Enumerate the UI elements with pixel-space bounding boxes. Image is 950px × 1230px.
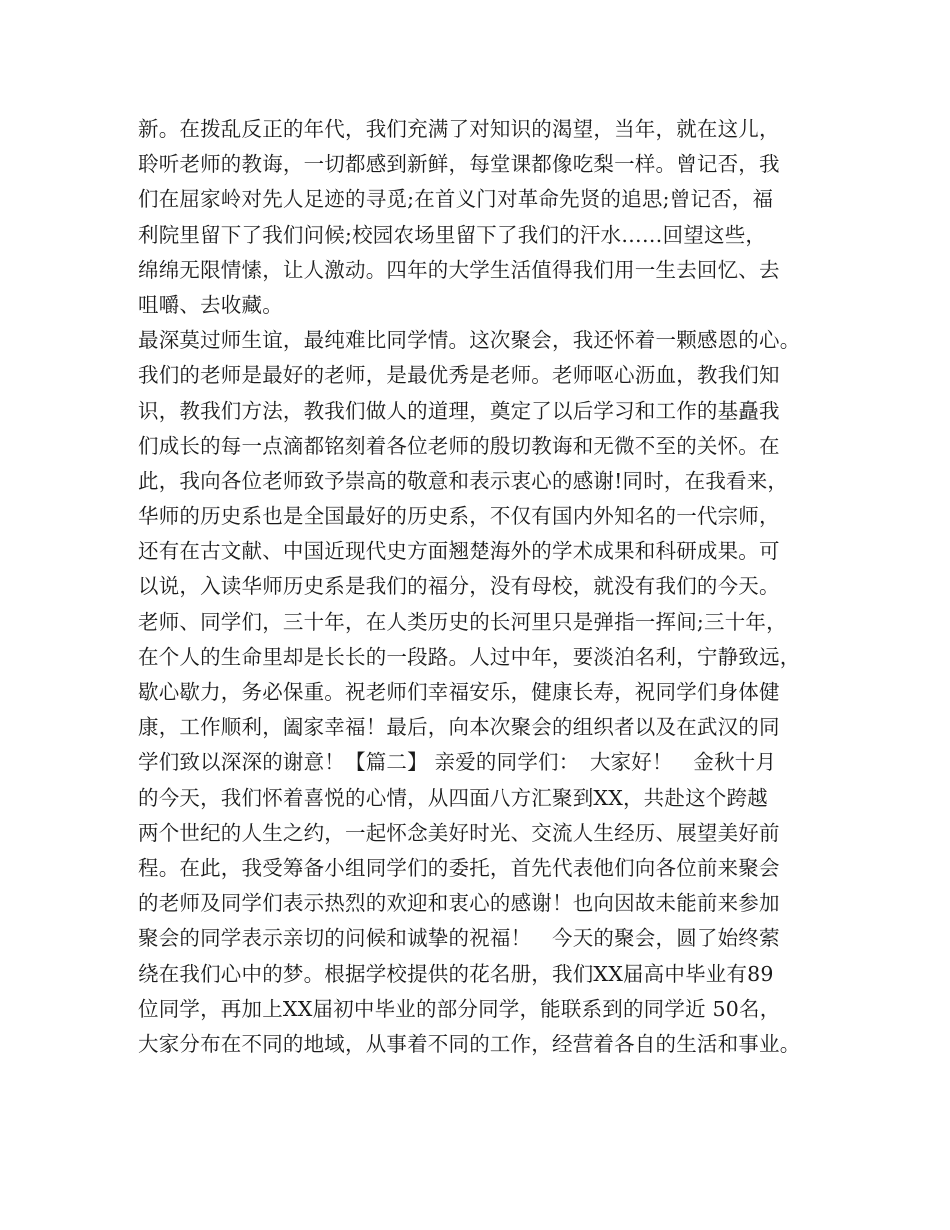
text-line: 们成长的每一点滴都铭刻着各位老师的殷切教诲和无微不至的关怀。在 xyxy=(138,433,780,458)
text-line: 程。在此，我受筹备小组同学们的委托，首先代表他们向各位前来聚会 xyxy=(138,855,780,880)
text-line: 的今天，我们怀着喜悦的心情，从四面八方汇聚到XX，共赴这个跨越 xyxy=(138,785,768,810)
text-line: 还有在古文献、中国近现代史方面翘楚海外的学术成果和科研成果。可 xyxy=(138,539,780,564)
text-line: 利院里留下了我们问候;校园农场里留下了我们的汗水……回望这些， xyxy=(138,222,767,247)
text-line: 的老师及同学们表示热烈的欢迎和衷心的感谢！也向因故未能前来参加 xyxy=(138,891,780,916)
text-line: 最深莫过师生谊，最纯难比同学情。这次聚会，我还怀着一颗感恩的心。 xyxy=(138,328,801,353)
text-line: 两个世纪的人生之约，一起怀念美好时光、交流人生经历、展望美好前 xyxy=(138,820,780,845)
text-line: 咀嚼、去收藏。 xyxy=(138,292,283,317)
text-line: 识，教我们方法，教我们做人的道理，奠定了以后学习和工作的基矗我 xyxy=(138,398,780,423)
text-line: 绵绵无限情愫，让人激动。四年的大学生活值得我们用一生去回忆、去 xyxy=(138,257,780,282)
text-line: 聆听老师的教诲，一切都感到新鲜，每堂课都像吃梨一样。曾记否，我 xyxy=(138,152,780,177)
text-line: 以说，入读华师历史系是我们的福分，没有母校，就没有我们的今天。 xyxy=(138,574,780,599)
text-line: 大家分布在不同的地域，从事着不同的工作，经营着各自的生活和事业。 xyxy=(138,1031,801,1056)
text-line: 绕在我们心中的梦。根据学校提供的花名册，我们XX届高中毕业有89 xyxy=(138,961,774,986)
text-line: 此，我向各位老师致予崇高的敬意和表示衷心的感谢!同时，在我看来， xyxy=(138,468,789,493)
text-line: 华师的历史系也是全国最好的历史系，不仅有国内外知名的一代宗师， xyxy=(138,504,780,529)
body-text xyxy=(138,112,818,1062)
text-line: 聚会的同学表示亲切的问候和诚挚的祝福！ 今天的聚会，圆了始终萦 xyxy=(138,926,780,951)
text-line: 康，工作顺利，阖家幸福！最后，向本次聚会的组织者以及在武汉的同 xyxy=(138,715,780,740)
text-line: 歇心歇力，务必保重。祝老师们幸福安乐，健康长寿，祝同学们身体健 xyxy=(138,680,780,704)
text-line: 位同学，再加上XX届初中毕业的部分同学，能联系到的同学近 50名， xyxy=(138,996,781,1021)
text-line: 老师、同学们，三十年，在人类历史的长河里只是弹指一挥间;三十年， xyxy=(138,609,787,634)
text-line: 学们致以深深的谢意！【篇二】 亲爱的同学们： 大家好！ 金秋十月 xyxy=(138,750,777,775)
text-line: 们在屈家岭对先人足迹的寻觅;在首义门对革命先贤的追思;曾记否，福 xyxy=(138,187,774,212)
text-line: 新。在拨乱反正的年代，我们充满了对知识的渴望，当年，就在这儿， xyxy=(138,117,780,141)
text-line: 在个人的生命里却是长长的一段路。人过中年，要淡泊名利，宁静致远， xyxy=(138,644,801,669)
text-line: 我们的老师是最好的老师，是最优秀是老师。老师呕心沥血，教我们知 xyxy=(138,363,780,388)
